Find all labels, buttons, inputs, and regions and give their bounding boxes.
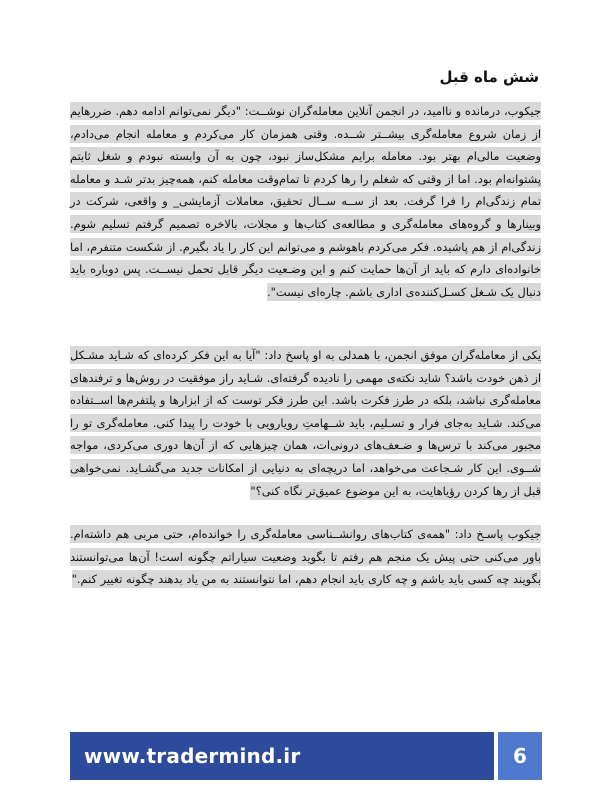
paragraph-3 bbox=[70, 523, 541, 591]
paragraph-1-text: جیکوب، درمانده و ناامید، در انجمن آنلاین معامله‌گران نوشــت: "دیگر نمی‌توانم ادامه دهم. ضررهایم از زمان شروع معامله‌گری بیشــتر شــده. وقتی همزمان کار می‌کردم و معامله انجام می‌دادم، وضعیت مالی‌ام بهتر بود. معامله برایم مشکل‌ساز نبود، چون به آن وابسته نبودم و شغل ثابتم پشتوانه‌ام بود. اما از وقتی که شغلم را رها کردم تا تمام‌وقت معامله کنم، همه‌چیز بدتر شـد و معامله تمام زندگی‌ام را فرا گرفت. بعد از ســه ســال تحقیق، معاملات آزمایشی_ و واقعی، شرکت در وبینارها و گروه‌های معامله‌گری و مطالعه‌ی کتاب‌ها و مجلات، بالاخره تصمیم گرفتم تسلیم شوم. زندگی‌ام از هم پاشیده. فکر می‌کردم باهوشم و می‌توانم این کار را یاد بگیرم. از شکست متنفرم، اما خانواده‌ای دارم که باید از آن‌ها حمایت کنم و این وضـعیت دیگر قابل تحمل نیســت. پس دوباره باید دنبال یک شـغل کسـل‌کننده‌ی اداری باشم. چاره‌ای نیست". bbox=[70, 104, 541, 299]
section-heading: شش ماه قبل bbox=[439, 68, 539, 86]
paragraph-2-text: یکی از معامله‌گران موفق انجمن، با همدلی به او پاسخ داد: "آیا به این فکر کرده‌ای که شـاید مشـکل از ذهن خودت باشد؟ شاید نکته‌ی مهمی را نادیده گرفته‌ای. شـاید راز موفقیت در روش‌ها و ترفندهای معامله‌گری نباشد، بلکه در طرز فکرت باشد. این طرز فکر توست که از ابزارها و پلتفرم‌ها اســتفاده می‌کند. شـاید به‌جای فرار و تسـلیم، باید شــهامتِ رویارویی با خودت را پیدا کنی. معامله‌گری تو را مجبور می‌کند با ترس‌ها و ضـعف‌های درونی‌ات، همان چیزهایی که از آن‌ها دوری می‌کردی، مواجه شــوی. این کار شـجاعت می‌خواهد، اما دریچه‌ای به دنیایی از امکانات جدید می‌گشـاید. نمی‌خواهی قبل از رها کردن رؤیاهایت، به این موضوع عمیق‌تر نگاه کنی؟" bbox=[70, 348, 541, 498]
page-number: 6 bbox=[513, 744, 527, 768]
paragraph-1 bbox=[70, 100, 541, 303]
footer-website-link[interactable]: www.tradermind.ir bbox=[84, 744, 301, 768]
paragraph-3-text: جیکوب پاسـخ داد: "همه‌ی کتاب‌های روانشــناسی معامله‌گری را خوانده‌ام، حتی مربی هم داشته‌ام. باور می‌کنی حتی پیش یک منجم هم رفتم تا بگوید وضعیت سیاراتم چگونه است! آن‌ها می‌توانستند بگویند چه کسی باید باشم و چه کاری باید انجام دهم، اما نتوانستند به من یاد بدهند چگونه تغییر کنم." bbox=[70, 527, 541, 587]
paragraph-2 bbox=[70, 344, 541, 502]
